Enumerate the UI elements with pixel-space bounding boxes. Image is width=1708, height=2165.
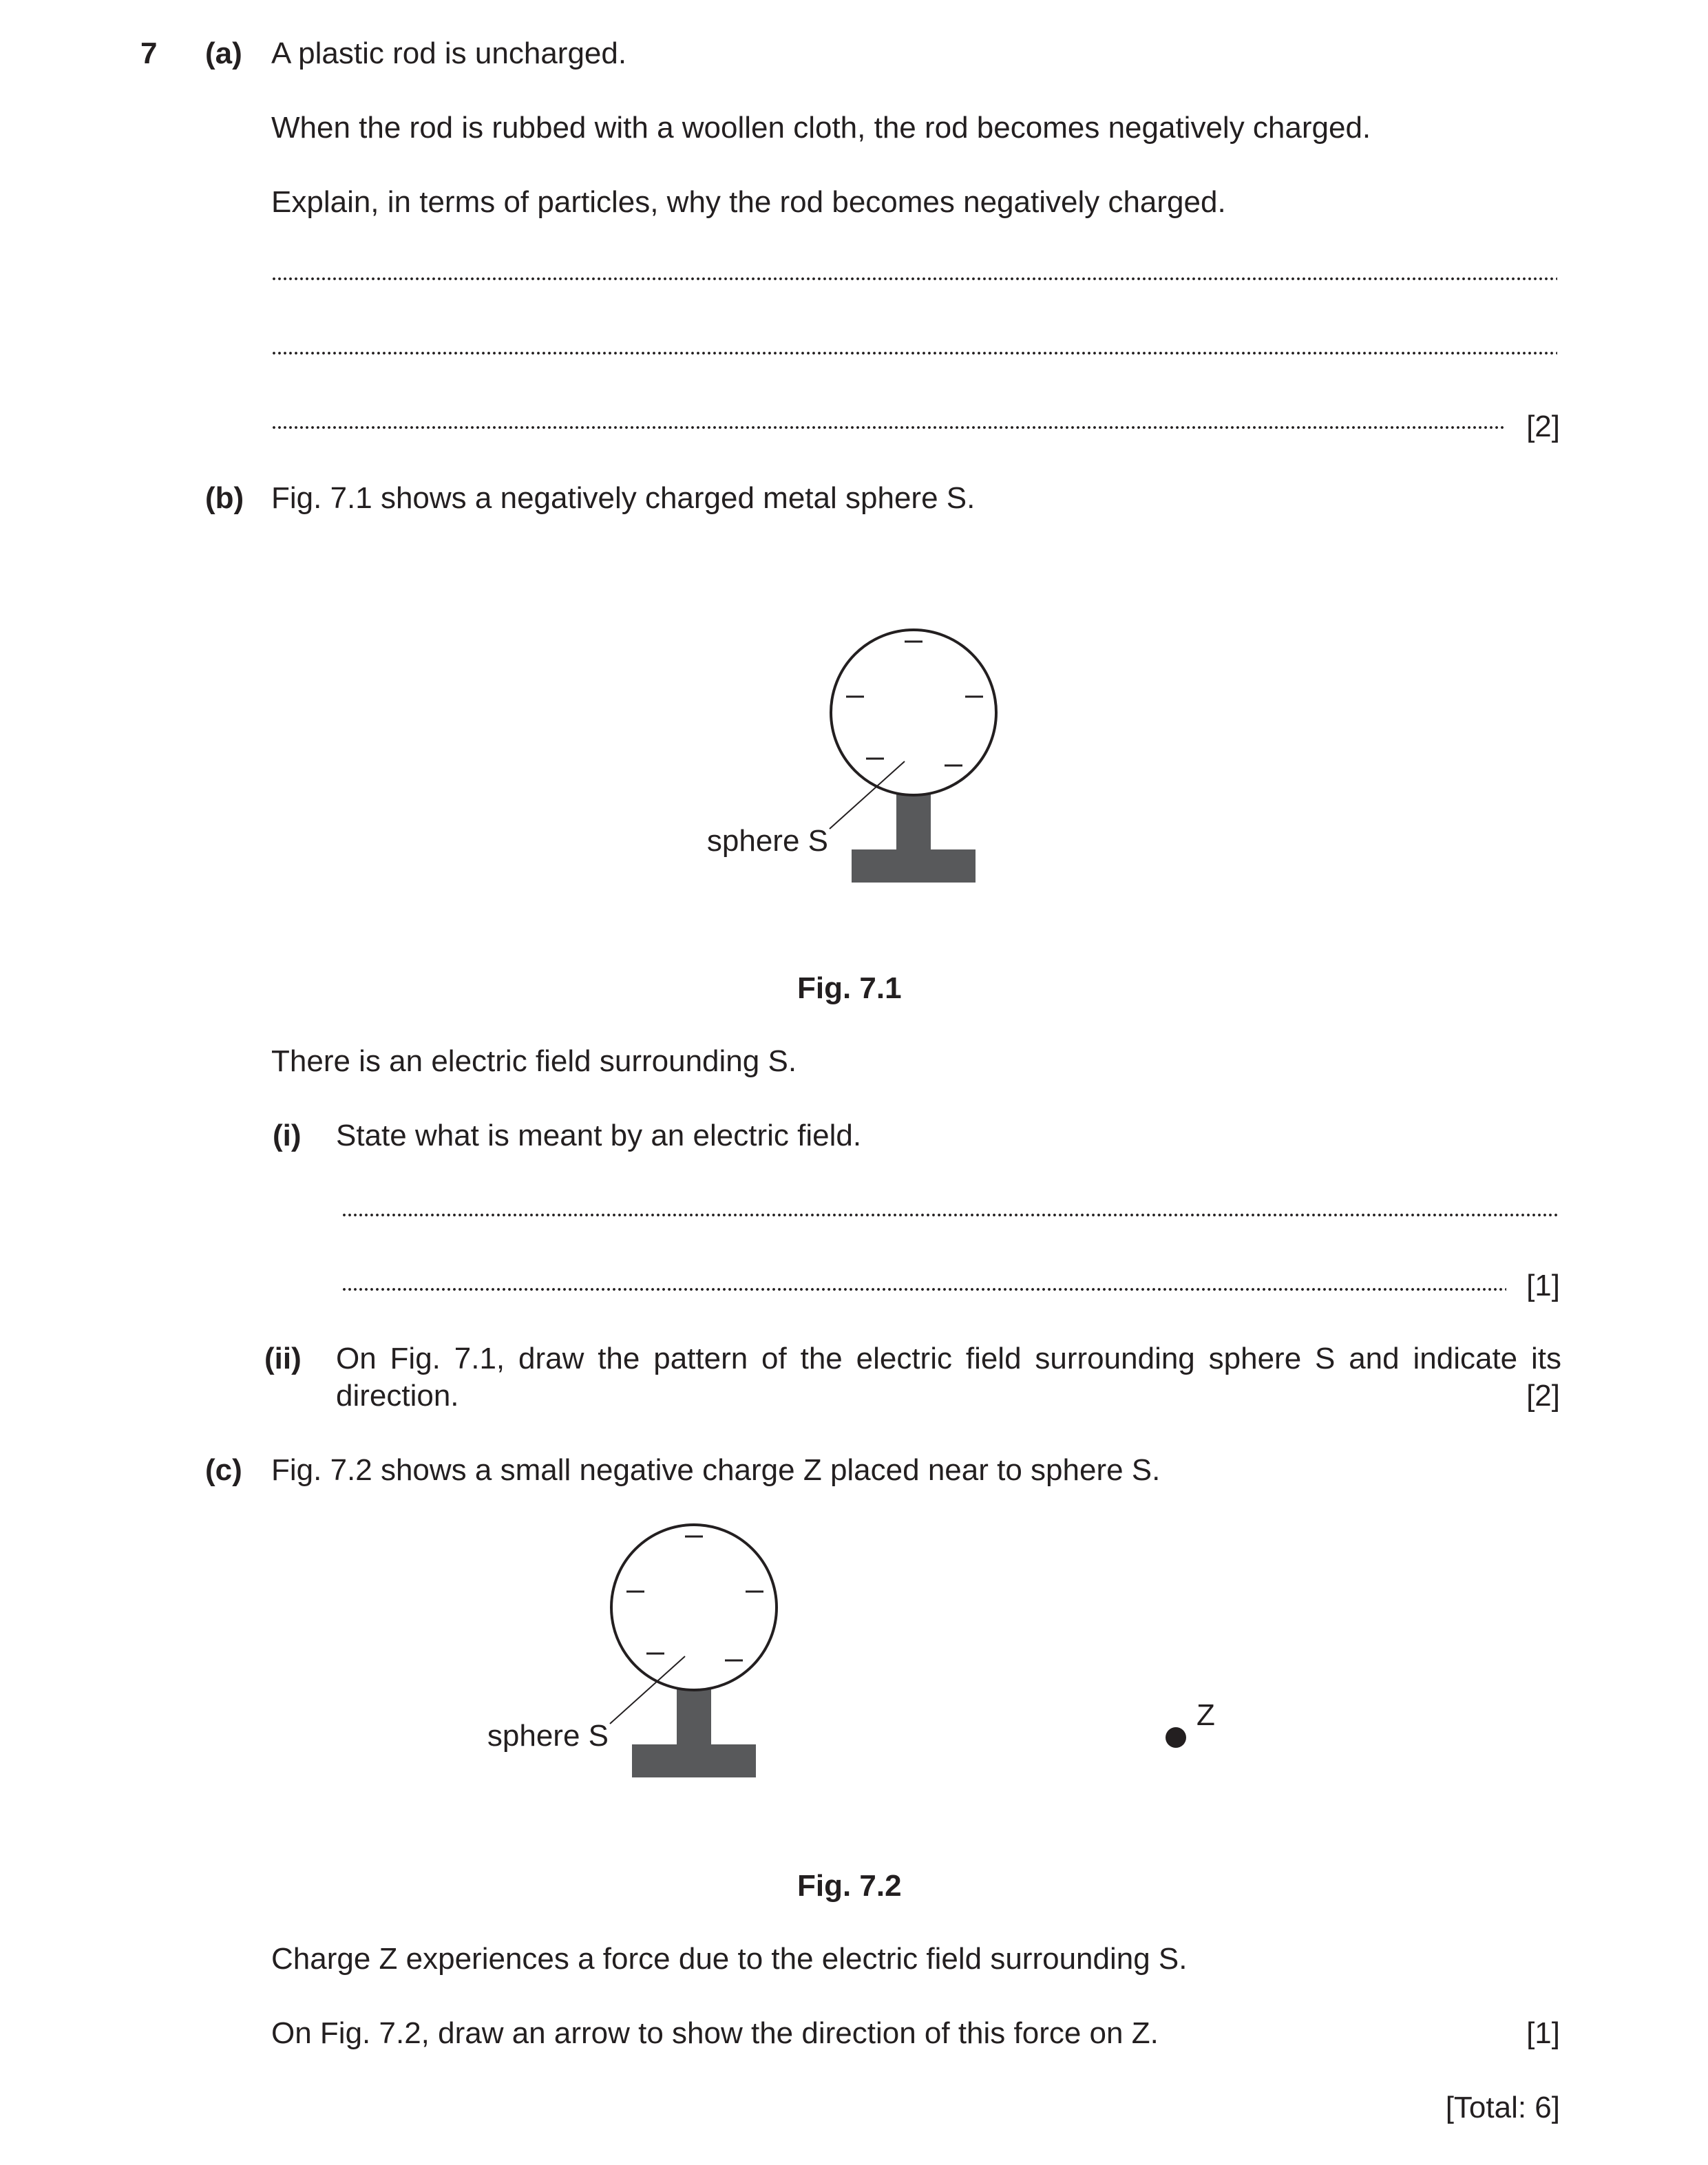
part-b-ii-marks: [2] <box>1526 1379 1560 1413</box>
part-a-marks: [2] <box>1526 410 1560 443</box>
sphere-stand <box>852 793 976 883</box>
metal-sphere-s <box>611 1525 777 1690</box>
charge-z-label: Z <box>1196 1698 1215 1732</box>
part-a-line-1: A plastic rod is uncharged. <box>271 36 627 70</box>
sphere-s-label: sphere S <box>487 1719 609 1753</box>
answer-line[interactable] <box>341 1212 1557 1218</box>
part-b-label: (b) <box>205 481 244 515</box>
part-b-ii-label: (ii) <box>264 1342 302 1375</box>
part-a-line-2: When the rod is rubbed with a woollen cloth, the rod becomes negatively charged. <box>271 111 1371 145</box>
part-c-line-2: On Fig. 7.2, draw an arrow to show the direction of this force on Z. <box>271 2016 1159 2050</box>
fig-7-1-caption: Fig. 7.1 <box>797 971 902 1005</box>
question-number: 7 <box>140 36 158 70</box>
part-b-ii-line-1: On Fig. 7.1, draw the pattern of the electric field surrounding sphere S and indicate its <box>336 1342 1561 1375</box>
part-a-label: (a) <box>205 36 242 70</box>
answer-line[interactable] <box>271 424 1506 431</box>
part-b-intro: Fig. 7.1 shows a negatively charged metal sphere S. <box>271 481 976 515</box>
part-b-field-text: There is an electric field surrounding S. <box>271 1044 797 1078</box>
fig-7-2-caption: Fig. 7.2 <box>797 1869 902 1903</box>
part-b-i-label: (i) <box>273 1119 302 1152</box>
figure-7-1 <box>688 613 1019 888</box>
part-a-line-3: Explain, in terms of particles, why the rod becomes negatively charged. <box>271 185 1226 219</box>
part-c-label: (c) <box>205 1453 242 1487</box>
sphere-stand <box>632 1688 756 1777</box>
part-c-intro: Fig. 7.2 shows a small negative charge Z placed near to sphere S. <box>271 1453 1161 1487</box>
part-c-marks: [1] <box>1526 2016 1560 2050</box>
sphere-s-label: sphere S <box>706 824 828 858</box>
charge-z-dot <box>1166 1727 1186 1748</box>
answer-line[interactable] <box>271 275 1557 282</box>
total-marks: [Total: 6] <box>1445 2091 1560 2124</box>
answer-line[interactable] <box>341 1286 1506 1293</box>
part-b-i-text: State what is meant by an electric field. <box>336 1119 862 1152</box>
metal-sphere-s <box>831 630 996 795</box>
part-b-i-marks: [1] <box>1526 1269 1560 1302</box>
part-c-line-1: Charge Z experiences a force due to the electric field surrounding S. <box>271 1942 1188 1976</box>
answer-line[interactable] <box>271 350 1557 357</box>
part-b-ii-line-2: direction. <box>336 1379 459 1413</box>
figure-7-2 <box>468 1508 1239 1797</box>
